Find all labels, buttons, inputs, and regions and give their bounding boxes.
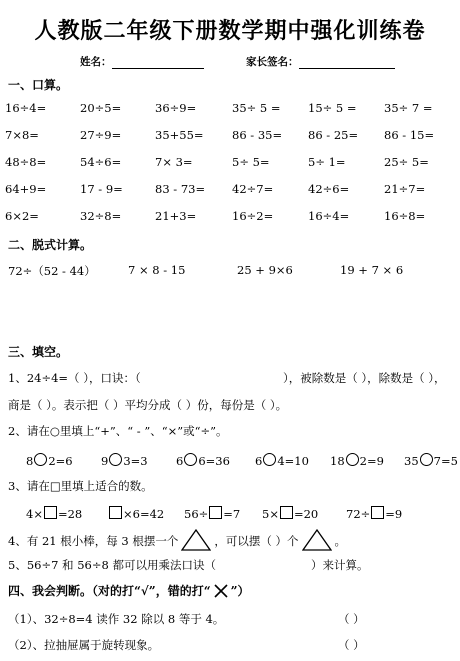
box-item: ×6=42 xyxy=(108,506,164,521)
section-fill-heading: 三、填空。 xyxy=(8,345,69,359)
fill-q1-part3: 商是（ ）。表示把（ ）平均分成（ ）份，每份是（ ）。 xyxy=(8,398,288,412)
judge-item-text: （2）、拉抽屉属于旋转现象。 xyxy=(8,638,160,652)
fill-q4: 4、有 21 根小棒，每 3 根摆一个 ，可以摆（ ）个 。 xyxy=(8,529,346,551)
fill-q3: 3、请在□里填上适合的数。 xyxy=(8,479,153,493)
oral-calc-item: 25÷ 5= xyxy=(384,155,429,169)
operator-circle-blank xyxy=(263,453,276,466)
oral-calc-item: 6×2= xyxy=(5,209,39,223)
operator-item: 9 3=3 xyxy=(101,454,148,468)
oral-calc-item: 16÷4= xyxy=(308,209,350,223)
oral-calc-item: 5÷ 1= xyxy=(308,155,346,169)
judge-item-blank: （ ） xyxy=(338,612,365,626)
box-item: 56÷ =7 xyxy=(184,507,241,521)
name-label: 姓名： xyxy=(80,56,112,68)
fill-q2: 2、请在○里填上“+”、“ - ”、“×”或“÷”。 xyxy=(8,424,228,438)
oral-calc-item: 21÷7= xyxy=(384,182,426,196)
fill-q1-part2: ），被除数是（ ），除数是（ ）， xyxy=(283,371,446,385)
operator-circle-blank xyxy=(184,453,197,466)
box-item: 4× =28 xyxy=(26,507,83,521)
oral-calc-item: 48÷8= xyxy=(5,155,47,169)
operator-circle-blank xyxy=(420,453,433,466)
box-blank xyxy=(209,506,222,519)
section-step-calc-heading: 二、脱式计算。 xyxy=(8,238,93,252)
oral-calc-item: 16÷8= xyxy=(384,209,426,223)
oral-calc-item: 15÷ 5 = xyxy=(308,101,357,115)
parent-signature-field xyxy=(246,54,395,69)
cross-icon xyxy=(213,584,229,598)
oral-calc-item: 17 - 9= xyxy=(80,182,123,196)
box-blank xyxy=(44,506,57,519)
name-field xyxy=(80,54,204,69)
box-item: 72÷ =9 xyxy=(346,507,403,521)
oral-calc-item: 16÷2= xyxy=(232,209,274,223)
judge-item-text: （1）、32÷8=4 读作 32 除以 8 等于 4。 xyxy=(8,612,225,626)
oral-calc-item: 20÷5= xyxy=(80,101,122,115)
fill-q1-part1: 1、24÷4=（ ），口诀：（ xyxy=(8,371,141,385)
parent-signature-label: 家长签名： xyxy=(246,56,299,68)
oral-calc-item: 64+9= xyxy=(5,182,47,196)
parent-signature-blank xyxy=(299,57,395,69)
step-calc-item: 19 + 7 × 6 xyxy=(340,263,404,277)
box-blank xyxy=(109,506,122,519)
operator-item: 6 4=10 xyxy=(255,454,309,468)
operator-item: 6 6=36 xyxy=(176,454,230,468)
oral-calc-item: 27÷9= xyxy=(80,128,122,142)
oral-calc-item: 16÷4= xyxy=(5,101,47,115)
triangle-icon xyxy=(181,529,211,551)
name-blank xyxy=(112,57,204,69)
oral-calc-item: 35÷ 5 = xyxy=(232,101,281,115)
oral-calc-item: 86 - 25= xyxy=(308,128,359,142)
oral-calc-item: 42÷7= xyxy=(232,182,274,196)
oral-calc-item: 86 - 35= xyxy=(232,128,283,142)
oral-calc-item: 32÷8= xyxy=(80,209,122,223)
operator-item: 18 2=9 xyxy=(330,454,384,468)
oral-calc-item: 86 - 15= xyxy=(384,128,435,142)
box-blank xyxy=(280,506,293,519)
fill-q5-part1: 5、56÷7 和 56÷8 都可以用乘法口诀（ xyxy=(8,558,216,572)
oral-calc-item: 5÷ 5= xyxy=(232,155,270,169)
oral-calc-item: 36÷9= xyxy=(155,101,197,115)
oral-calc-item: 7×8= xyxy=(5,128,39,142)
oral-calc-item: 7× 3= xyxy=(155,155,193,169)
step-calc-item: 72÷（52 - 44） xyxy=(8,264,96,278)
oral-calc-item: 35÷ 7 = xyxy=(384,101,433,115)
triangle-icon xyxy=(302,529,332,551)
oral-calc-item: 21+3= xyxy=(155,209,197,223)
step-calc-item: 7 × 8 - 15 xyxy=(128,263,186,277)
operator-item: 35 7=5 xyxy=(404,454,458,468)
operator-circle-blank xyxy=(34,453,47,466)
oral-calc-item: 42÷6= xyxy=(308,182,350,196)
judge-item-blank: （ ） xyxy=(338,638,365,652)
section-oral-heading: 一、口算。 xyxy=(8,78,69,92)
oral-calc-item: 35+55= xyxy=(155,128,204,142)
page-title: 人教版二年级下册数学期中强化训练卷 xyxy=(34,18,426,44)
operator-circle-blank xyxy=(109,453,122,466)
oral-calc-item: 54÷6= xyxy=(80,155,122,169)
section-judge-heading: 四、我会判断。（对的打“√”，错的打“ ”） xyxy=(8,584,250,598)
oral-calc-item: 83 - 73= xyxy=(155,182,206,196)
box-item: 5× =20 xyxy=(262,507,319,521)
step-calc-item: 25 + 9×6 xyxy=(237,263,293,277)
operator-item: 8 2=6 xyxy=(26,454,73,468)
fill-q5-part2: ）来计算。 xyxy=(311,558,369,572)
box-blank xyxy=(371,506,384,519)
operator-circle-blank xyxy=(346,453,359,466)
